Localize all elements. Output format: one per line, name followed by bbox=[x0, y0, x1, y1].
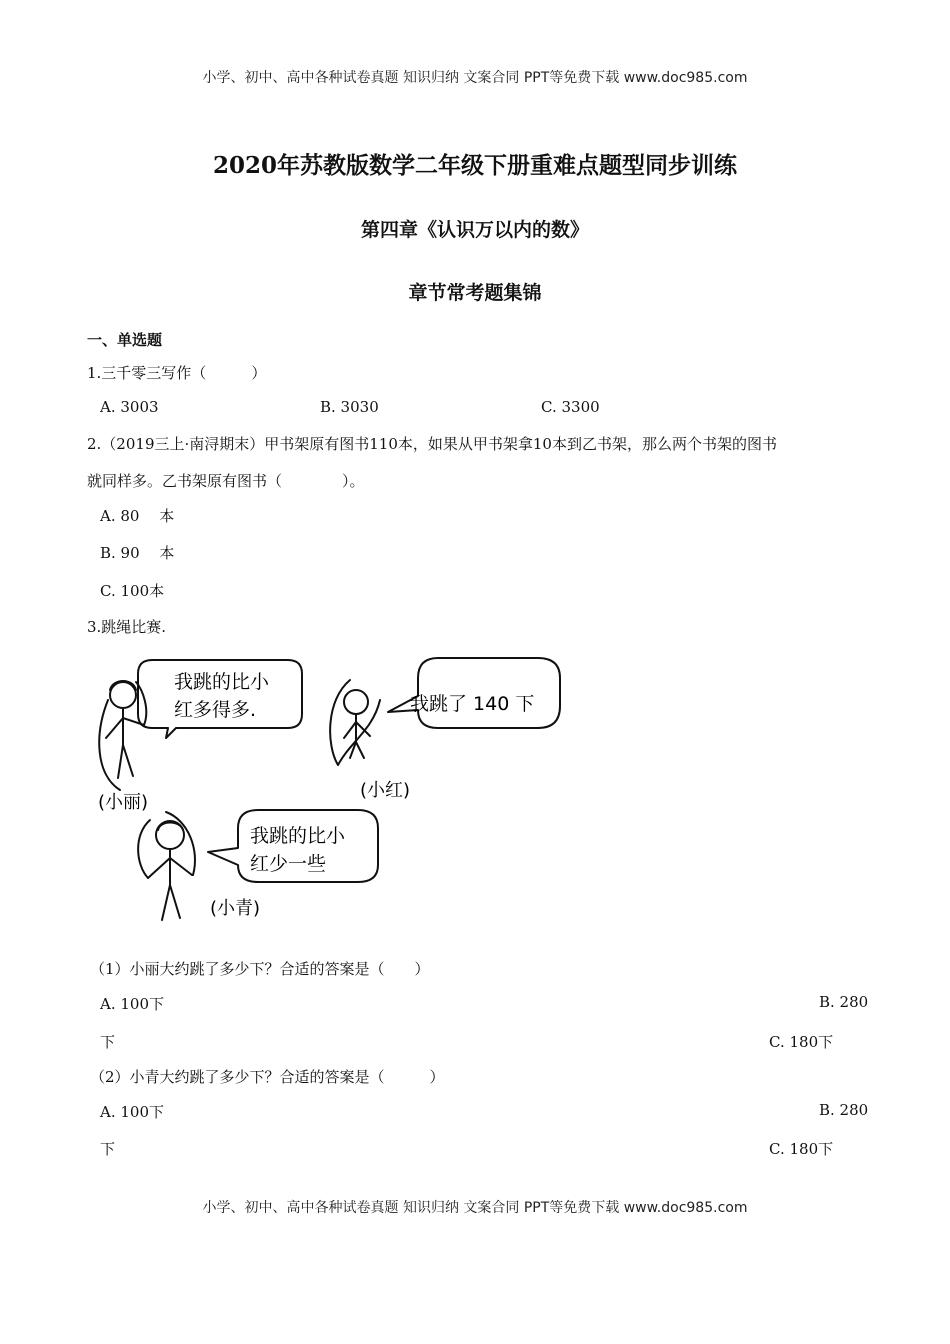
question-2-option-c: C. 100本 bbox=[100, 582, 165, 600]
xiaoqing-label: (小青) bbox=[210, 898, 261, 919]
xiaohong-bubble-text: 我跳了 140 下 bbox=[410, 693, 535, 715]
xiaoli-figure bbox=[99, 681, 146, 790]
question-1-stem: 1.三千零三写作（ ） bbox=[87, 364, 267, 382]
section-subtitle: 章节常考题集锦 bbox=[408, 282, 542, 304]
xiaoqing-bubble-text-line1: 我跳的比小 bbox=[250, 825, 346, 847]
question-1-option-b: B. 3030 bbox=[320, 398, 379, 416]
page-footer: 小学、初中、高中各种试卷真题 知识归纳 文案合同 PPT等免费下载 www.doc985.com bbox=[202, 1200, 748, 1216]
xiaoli-bubble-text-line1: 我跳的比小 bbox=[174, 671, 270, 693]
question-2-option-a: A. 80 本 bbox=[100, 507, 175, 525]
chapter-title: 第四章《认识万以内的数》 bbox=[360, 219, 589, 241]
xiaoqing-bubble-text-line2: 红少一些 bbox=[250, 853, 327, 875]
question-3-sub2-option-b-unit: 下 bbox=[100, 1140, 116, 1158]
question-3-sub1-option-c: C. 180下 bbox=[769, 1033, 834, 1051]
document-title: 2020年苏教版数学二年级下册重难点题型同步训练 bbox=[212, 152, 737, 179]
question-3-sub2-option-c: C. 180下 bbox=[769, 1140, 834, 1158]
question-3-sub1-stem: （1）小丽大约跳了多少下？合适的答案是（ ） bbox=[90, 960, 430, 978]
question-3-stem: 3.跳绳比赛. bbox=[87, 618, 167, 636]
question-2-option-b: B. 90 本 bbox=[100, 544, 175, 562]
question-3-sub1-option-b: B. 280 bbox=[819, 993, 869, 1011]
xiaoli-label: (小丽) bbox=[98, 792, 149, 813]
xiaoli-bubble-text-line2: 红多得多. bbox=[174, 699, 257, 721]
xiaohong-figure bbox=[330, 680, 380, 765]
question-1-option-c: C. 3300 bbox=[541, 398, 600, 416]
question-2-stem-line1: 2.（2019三上·南浔期末）甲书架原有图书110本，如果从甲书架拿10本到乙书架，那么两个书架的图书 bbox=[87, 435, 777, 453]
jump-rope-illustration bbox=[88, 650, 568, 935]
question-3-sub2-stem: （2）小青大约跳了多少下？合适的答案是（ ） bbox=[90, 1068, 445, 1086]
question-2-stem-line2: 就同样多。乙书架原有图书（ ）。 bbox=[87, 472, 365, 490]
question-3-sub2-option-a: A. 100下 bbox=[100, 1103, 164, 1121]
question-1-option-a: A. 3003 bbox=[100, 398, 159, 416]
section-heading: 一、单选题 bbox=[87, 331, 163, 349]
question-3-sub1-option-a: A. 100下 bbox=[100, 995, 164, 1013]
question-3-sub1-option-b-unit: 下 bbox=[100, 1033, 116, 1051]
xiaohong-label: (小红) bbox=[360, 780, 411, 801]
page-header: 小学、初中、高中各种试卷真题 知识归纳 文案合同 PPT等免费下载 www.doc985.com bbox=[202, 70, 748, 86]
xiaoqing-figure bbox=[138, 812, 195, 920]
question-3-sub2-option-b: B. 280 bbox=[819, 1101, 869, 1119]
